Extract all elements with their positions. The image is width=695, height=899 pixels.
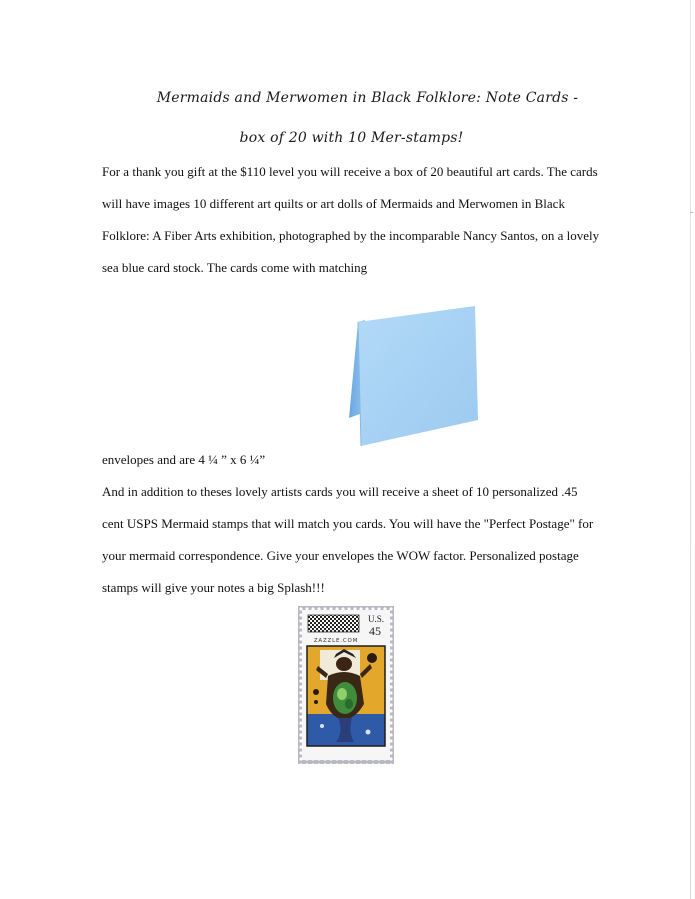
stamp-barcode [308,615,359,632]
intro-paragraph: For a thank you gift at the $110 level you will receive a box of 20 beautiful art cards. The cards will have images 10 different art quilts or art dolls of Mermaids and Merwomen in Black Folklore: A Fiber Arts exhibition, photographed by the incomparable Nancy Santos, on a lovely sea blue card stock. The cards come with matching [102,164,600,275]
title-line-1: Mermaids and Merwomen in Black Folklore: Note Cards - [156,90,579,106]
mermaid-postage-stamp-image [298,606,394,764]
title-line-2: box of 20 with 10 Mer-stamps! [239,130,464,146]
card-size-paragraph: envelopes and are 4 ¼ ” x 6 ¼” [102,452,266,467]
card-front-panel [358,306,478,446]
stamp-brand: ZAZZLE.COM [313,638,359,644]
stamps-paragraph: And in addition to theses lovely artists cards you will receive a sheet of 10 personalized .45 cent USPS Mermaid stamps that will match you cards. You will have the "Perfect Postage" for your mermaid correspondence. Give your envelopes the WOW factor. Personalized postage stamps will give your notes a big Splash!!! [102,484,594,595]
stamp-denomination: 45 [369,624,381,638]
blue-note-card-image [345,300,485,452]
stamp-figure-head [336,657,352,671]
page-edge-mark [690,212,693,213]
stamp-country: U.S. [367,614,385,624]
